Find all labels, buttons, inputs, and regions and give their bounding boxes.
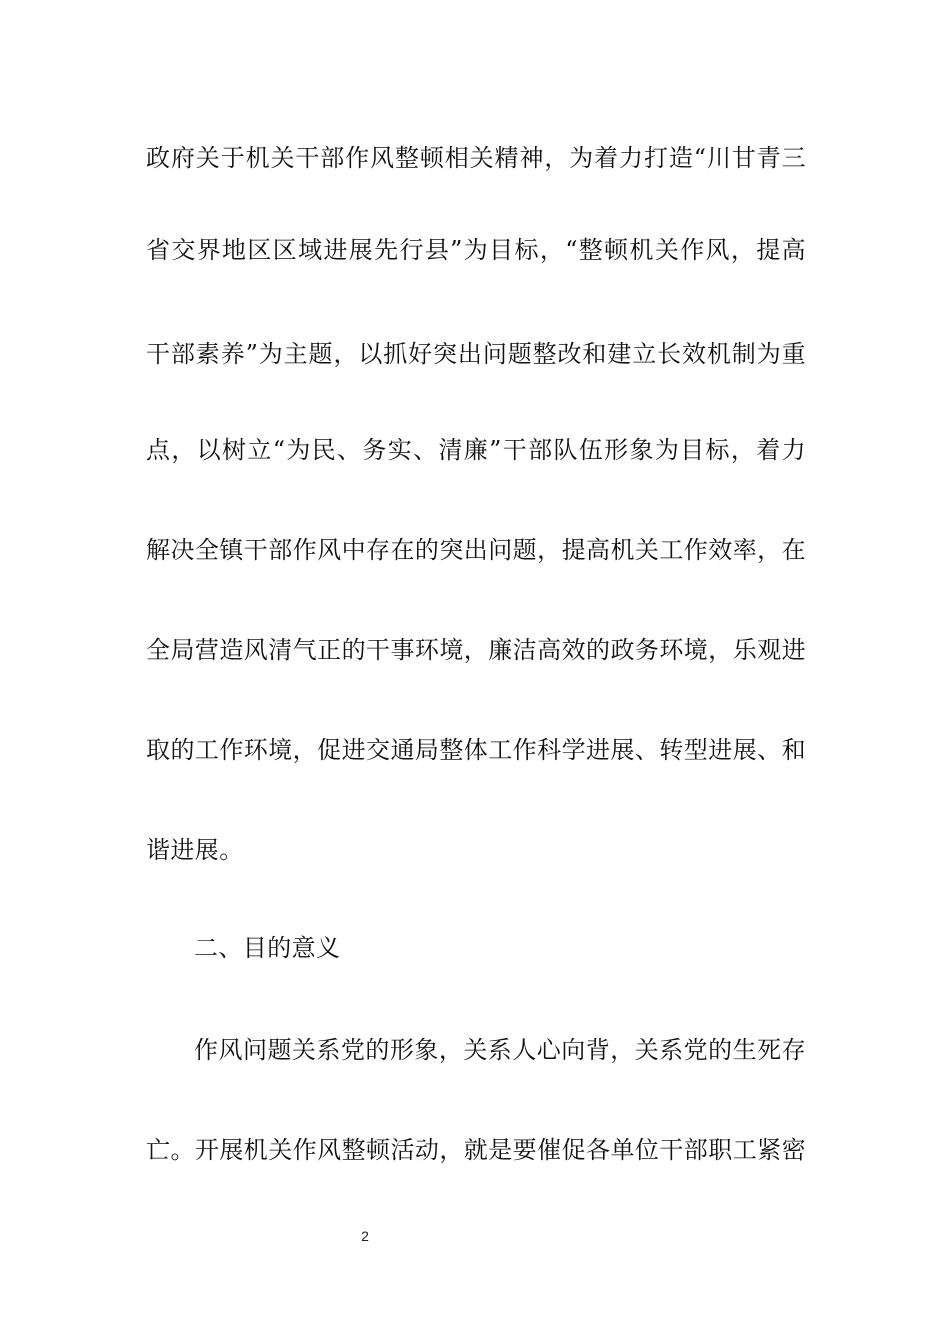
paragraph-1-line-6: 全局营造风清气正的干事环境，廉洁高效的政务环境，乐观进 [146, 636, 806, 664]
paragraph-1-line-4: 点，以树立“为民、务实、清廉”干部队伍形象为目标，着力 [146, 436, 806, 464]
section-heading: 二、目的意义 [194, 934, 341, 962]
paragraph-2-line-2: 亡。开展机关作风整顿活动，就是要催促各单位干部职工紧密 [146, 1136, 806, 1164]
page-number: 2 [361, 1228, 369, 1244]
paragraph-1-line-1: 政府关于机关干部作风整顿相关精神，为着力打造“川甘青三 [146, 144, 806, 172]
paragraph-1-line-8: 谐进展。 [146, 836, 244, 864]
paragraph-1-line-3: 干部素养”为主题，以抓好突出问题整改和建立长效机制为重 [146, 340, 806, 368]
paragraph-2-line-1: 作风问题关系党的形象，关系人心向背，关系党的生死存 [194, 1036, 806, 1064]
paragraph-1-line-5: 解决全镇干部作风中存在的突出问题，提高机关工作效率，在 [146, 536, 806, 564]
paragraph-1-line-7: 取的工作环境，促进交通局整体工作科学进展、转型进展、和 [146, 736, 806, 764]
paragraph-1-line-2: 省交界地区区域进展先行县”为目标，“整顿机关作风，提高 [146, 236, 806, 264]
